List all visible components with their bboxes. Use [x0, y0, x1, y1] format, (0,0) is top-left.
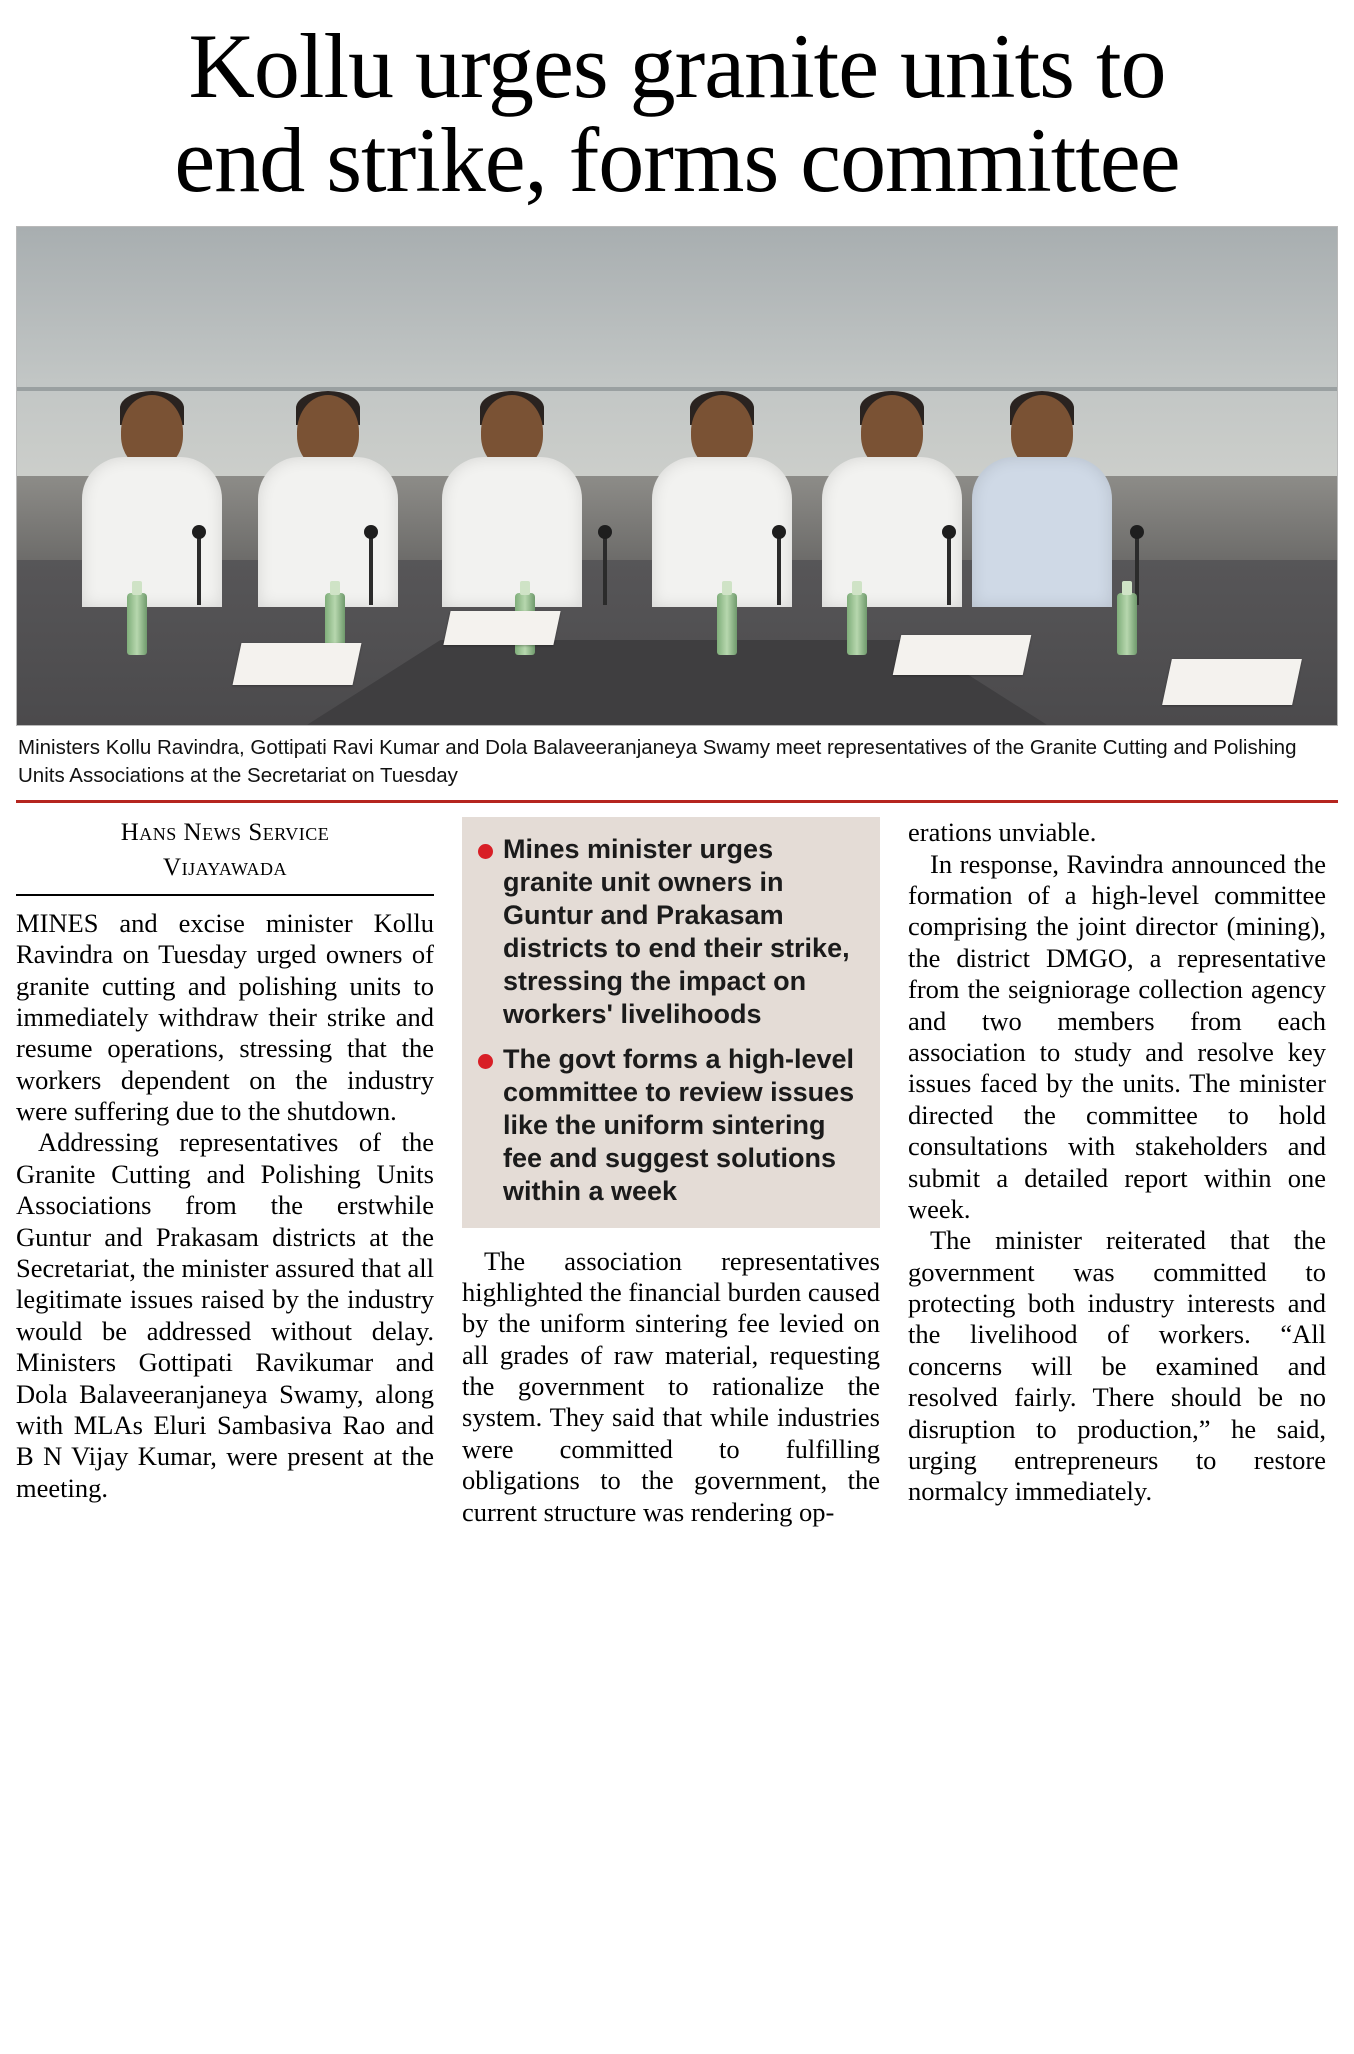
- photo-person-body: [822, 457, 962, 607]
- paragraph: Addressing representatives of the Granite Cutting and Polishing Units Associations from the erstwhile Guntur and Prakasam districts at the Secretariat, the minister assured that all legitimate issues raised by the industry would be addressed without delay. Ministers Gottipati Ravikumar and Dola Balaveeranjaneya Swamy, along with MLAs Eluri Sambasiva Rao and B N Vijay Kumar, were present at the meeting.: [16, 1127, 434, 1503]
- paragraph: The association representatives highlighted the financial burden caused by the uniform sintering fee levied on all grades of raw material, requesting the government to rationalize the system. They said that while industries were committed to fulfilling obligations to the government, the current structure was rendering op-: [462, 1245, 880, 1527]
- key-point-text: The govt forms a high-level committee to review issues like the uniform sintering fee and suggest solutions within a week: [503, 1043, 855, 1206]
- photo-water-bottle: [717, 593, 737, 655]
- article-body-col2: [462, 1246, 880, 1529]
- article-body-col1: [16, 908, 434, 1504]
- photo-water-bottle: [1117, 593, 1137, 655]
- section-divider: [16, 800, 1338, 803]
- photo-person-6: [967, 395, 1117, 605]
- photo-paper: [233, 643, 362, 685]
- headline-line-2: end strike, forms committee: [174, 108, 1180, 211]
- article-body-col3: [908, 817, 1326, 1508]
- key-point-item: [478, 833, 862, 1031]
- photo-paper: [893, 635, 1032, 675]
- column-left: [16, 817, 434, 1528]
- paragraph: MINES and excise minister Kollu Ravindra on Tuesday urged owners of granite cutting and polishing units to immediately withdraw their strike and resume operations, stressing that the workers dependent on the industry were suffering due to the shutdown.: [16, 907, 434, 1127]
- paragraph: The minister reiterated that the government was committed to protecting both industry interests and the livelihood of workers. “All concerns will be examined and resolved fairly. There should be no disruption to production,” he said, urging entrepreneurs to restore normalcy immediately.: [908, 1225, 1326, 1507]
- photo-paper: [1162, 659, 1302, 705]
- bullet-icon: [478, 1054, 493, 1069]
- photo-microphone: [603, 535, 607, 605]
- photo-person-4: [647, 395, 797, 605]
- column-middle: [462, 817, 880, 1528]
- photo-person-body: [442, 457, 582, 607]
- photo-scene: [17, 227, 1337, 725]
- key-point-item: [478, 1043, 862, 1208]
- photo-water-bottle: [127, 593, 147, 655]
- key-point-text: Mines minister urges granite unit owners in Guntur and Prakasam districts to end their strike, stressing the impact on workers' livelihoods: [503, 834, 850, 1029]
- photo-person-3: [437, 395, 587, 605]
- photo-paper: [443, 611, 560, 645]
- photo-microphone: [197, 535, 201, 605]
- byline-divider: [16, 894, 434, 896]
- photo-microphone: [947, 535, 951, 605]
- bullet-icon: [478, 844, 493, 859]
- photo-microphone: [777, 535, 781, 605]
- article-photo: [16, 226, 1338, 726]
- photo-microphone: [369, 535, 373, 605]
- photo-person-2: [253, 395, 403, 605]
- page-title: [16, 15, 1338, 211]
- paragraph: In response, Ravindra announced the formation of a high-level committee comprising the joint director (mining), the district DMGO, a representative from the seigniorage collection agency and two members from each association to study and resolve key issues faced by the units. The minister directed the committee to hold consultations with stakeholders and submit a detailed report within one week.: [908, 848, 1326, 1224]
- byline-service: Hans News Service: [120, 819, 330, 847]
- article-columns: [16, 817, 1338, 1528]
- byline: [16, 817, 434, 884]
- photo-water-bottle: [847, 593, 867, 655]
- headline-line-1: Kollu urges granite units to: [188, 15, 1166, 117]
- photo-caption: Ministers Kollu Ravindra, Gottipati Ravi Kumar and Dola Balaveeranjaneya Swamy meet representatives of the Granite Cutting and Polishing Units Associations at the Secretariat on Tuesday: [18, 735, 1297, 787]
- paragraph: erations unviable.: [908, 817, 1097, 848]
- photo-person-1: [77, 395, 227, 605]
- photo-person-body: [972, 457, 1112, 607]
- column-right: [908, 817, 1326, 1528]
- key-points-box: [462, 817, 880, 1227]
- byline-location: Vijayawada: [163, 853, 287, 881]
- photo-person-5: [817, 395, 967, 605]
